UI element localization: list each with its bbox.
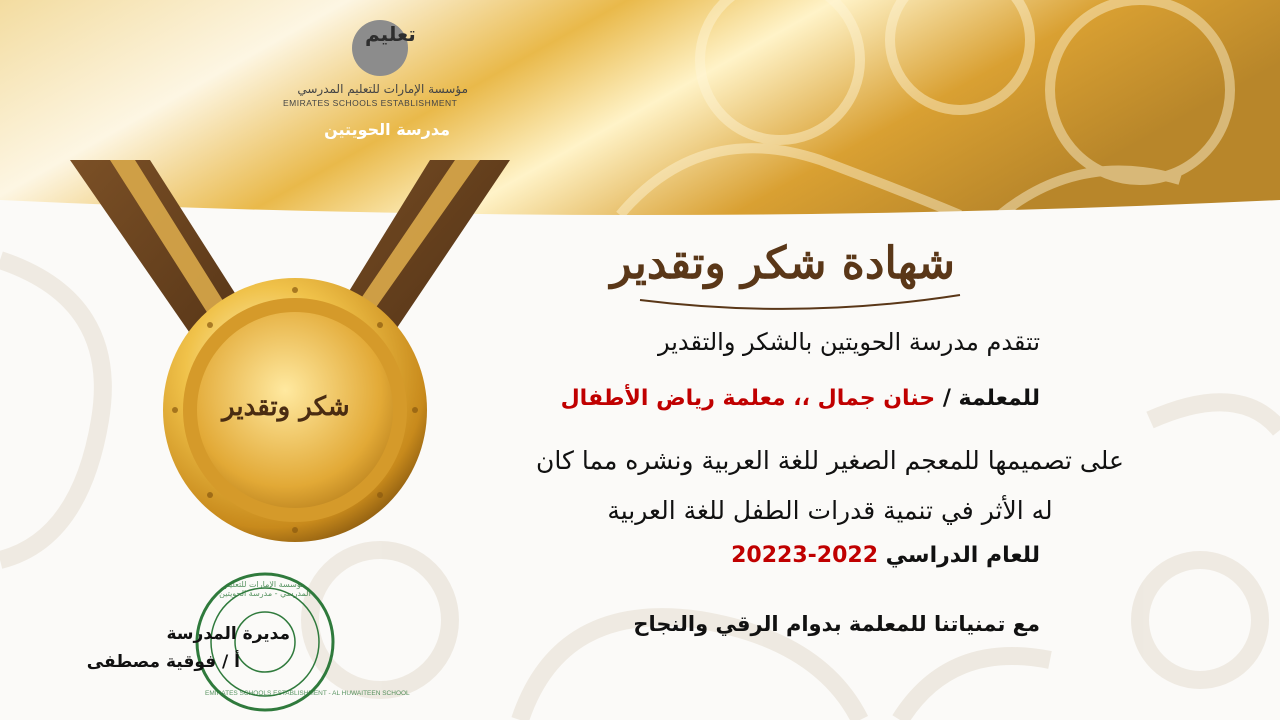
academic-year-line bbox=[731, 543, 1040, 568]
medal-text: شكر وتقدير bbox=[222, 392, 350, 422]
intro-line: تتقدم مدرسة الحويتين بالشكر والتقدير bbox=[657, 328, 1040, 356]
teacher-line bbox=[561, 386, 1040, 411]
body-line-2: له الأثر في تنمية قدرات الطفل للغة العربية bbox=[607, 496, 1053, 525]
teacher-name: حنان جمال ،، معلمة رياض الأطفال bbox=[560, 386, 936, 411]
stamp-inner-text: EMIRATES SCHOOLS ESTABLISHMENT - AL HUWAITEEN SCHOOL bbox=[205, 690, 410, 697]
logo-arabic-wordmark: تعليم bbox=[365, 22, 416, 46]
org-name-arabic: مؤسسة الإمارات للتعليم المدرسي bbox=[297, 82, 468, 96]
wishes-line: مع تمنياتنا للمعلمة بدوام الرقي والنجاح bbox=[633, 612, 1040, 636]
org-name-english: EMIRATES SCHOOLS ESTABLISHMENT bbox=[283, 98, 458, 108]
teacher-prefix: للمعلمة / bbox=[935, 386, 1040, 411]
year-prefix: للعام الدراسي bbox=[878, 543, 1040, 568]
certificate-title: شهادة شكر وتقدير bbox=[610, 238, 955, 289]
school-name: مدرسة الحويتين bbox=[324, 120, 450, 139]
principal-title: مديرة المدرسة bbox=[166, 624, 290, 644]
academic-year: 20223-2022 bbox=[731, 543, 879, 568]
body-line-1: على تصميمها للمعجم الصغير للغة العربية ونشره مما كان bbox=[536, 446, 1124, 475]
stamp-outer-text: مؤسسة الإمارات للتعليم المدرسي - مدرسة الحويتين bbox=[219, 580, 311, 598]
principal-name: أ / فوقية مصطفى bbox=[86, 652, 240, 672]
